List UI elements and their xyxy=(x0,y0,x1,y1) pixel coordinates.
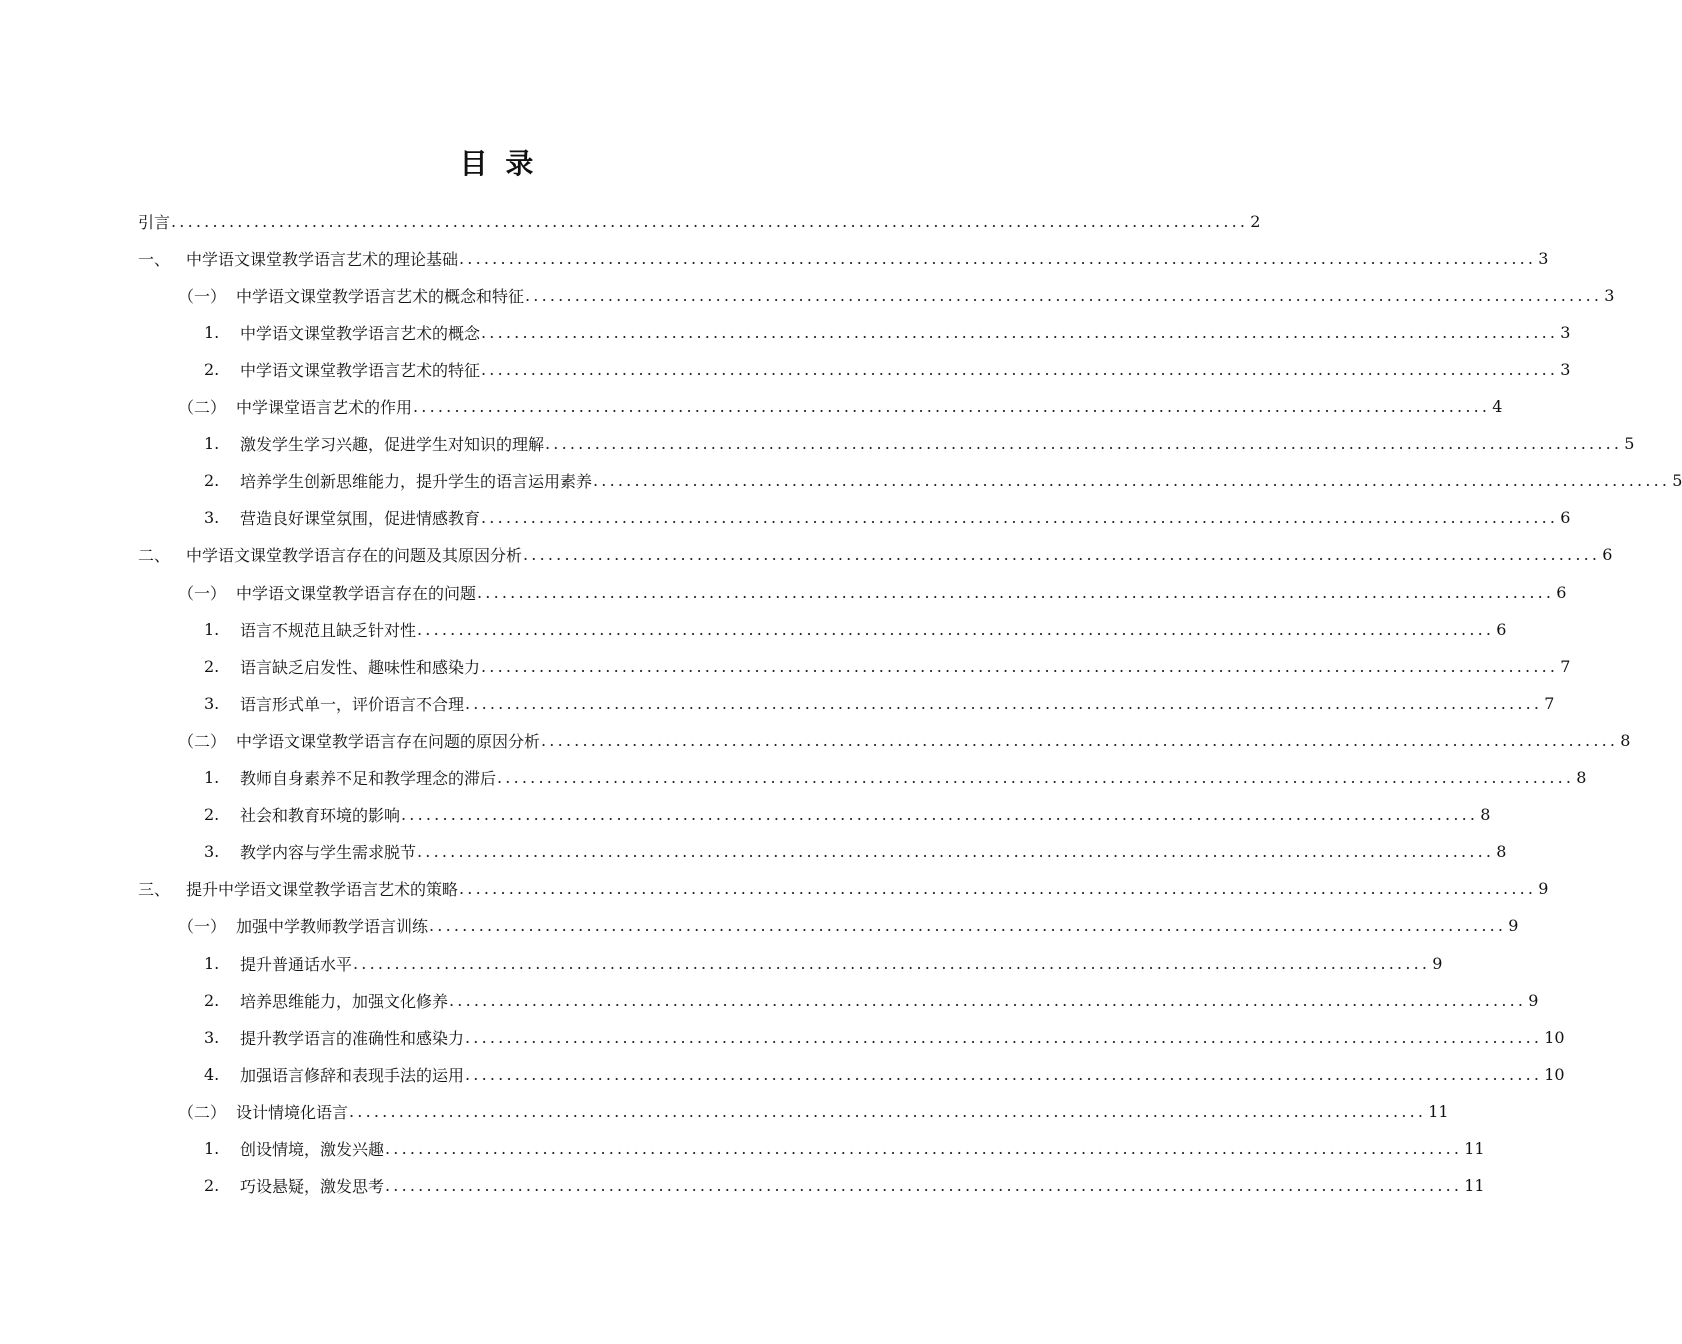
toc-entry-number: 1. xyxy=(204,619,220,639)
toc-entry-number: 3. xyxy=(204,508,220,528)
toc-entry-page-number: 11 xyxy=(1464,1176,1485,1196)
toc-entry-page-number: 6 xyxy=(1602,545,1613,565)
dot-leader: .................................................................................................................................. xyxy=(459,248,1537,268)
toc-entry-title: 中学课堂语言艺术的作用 xyxy=(236,398,413,417)
toc-entry[interactable] xyxy=(178,1096,1449,1126)
toc-entry-title: 创设情境，激发兴趣 xyxy=(240,1140,385,1159)
toc-entry-number: 1. xyxy=(204,434,220,454)
toc-entry-page-number: 9 xyxy=(1432,953,1443,973)
dot-leader: .................................................................................................................................. xyxy=(417,619,1495,639)
toc-entry[interactable] xyxy=(204,688,1555,718)
dot-leader: .................................................................................................................................. xyxy=(349,1101,1427,1121)
toc-title: 目 录 xyxy=(459,147,538,180)
dot-leader: .................................................................................................................................. xyxy=(417,842,1495,862)
dot-leader: .................................................................................................................................. xyxy=(593,471,1671,491)
toc-entry-page-number: 9 xyxy=(1508,916,1519,936)
toc-entry-number: 3. xyxy=(204,842,220,862)
toc-entry-number: 2. xyxy=(204,359,220,379)
dot-leader: .................................................................................................................................. xyxy=(465,1027,1543,1047)
toc-entry-title: 教师自身素养不足和教学理念的滞后 xyxy=(240,769,497,788)
toc-entry-title: 加强中学教师教学语言训练 xyxy=(236,917,429,937)
dot-leader: .................................................................................................................................. xyxy=(429,916,1507,936)
toc-entry[interactable] xyxy=(178,725,1631,755)
toc-entry[interactable] xyxy=(178,392,1503,422)
toc-entry-title: 营造良好课堂氛围，促进情感教育 xyxy=(240,509,481,529)
toc-entry-title: 激发学生学习兴趣，促进学生对知识的理解 xyxy=(240,435,545,455)
toc-entry[interactable] xyxy=(204,1022,1565,1052)
dot-leader: .................................................................................................................................. xyxy=(385,1139,1463,1158)
dot-leader: .................................................................................................................................. xyxy=(541,730,1619,750)
toc-entry-page-number: 6 xyxy=(1556,582,1567,602)
toc-entry-page-number: 8 xyxy=(1496,842,1507,862)
dot-leader: .................................................................................................................................. xyxy=(523,545,1601,565)
toc-entry-page-number: 7 xyxy=(1544,693,1555,713)
toc-entry-page-number: 9 xyxy=(1538,879,1549,899)
toc-entry-page-number: 3 xyxy=(1560,322,1571,342)
toc-entry-page-number: 6 xyxy=(1496,619,1507,639)
toc-entry-number: 二、 xyxy=(138,546,171,566)
toc-entry-title: 引言 xyxy=(138,212,171,232)
toc-entry-title: 设计情境化语言 xyxy=(236,1102,349,1122)
toc-entry-number: （一） xyxy=(178,286,227,306)
toc-entry-number: 1. xyxy=(204,768,220,787)
toc-entry[interactable] xyxy=(204,948,1443,978)
toc-entry-title: 加强语言修辞和表现手法的运用 xyxy=(240,1065,465,1085)
toc-entry-number: （二） xyxy=(178,398,227,417)
toc-entry[interactable] xyxy=(204,837,1507,867)
toc-entry[interactable] xyxy=(138,540,1613,570)
dot-leader: .................................................................................................................................. xyxy=(459,879,1537,899)
dot-leader: .................................................................................................................................. xyxy=(413,397,1491,416)
toc-entry-number: 2. xyxy=(204,656,220,676)
toc-entry-number: 4. xyxy=(204,1064,220,1084)
toc-entry-title: 中学语文课堂教学语言艺术的概念和特征 xyxy=(236,286,525,306)
dot-leader: .................................................................................................................................. xyxy=(465,693,1543,713)
dot-leader: .................................................................................................................................. xyxy=(481,359,1559,379)
toc-entry-page-number: 3 xyxy=(1604,285,1615,305)
dot-leader: .................................................................................................................................. xyxy=(481,508,1559,528)
toc-entry-number: 一、 xyxy=(138,249,171,269)
toc-entry[interactable] xyxy=(138,206,1261,236)
toc-entry-title: 教学内容与学生需求脱节 xyxy=(240,843,417,863)
toc-entry-title: 语言缺乏启发性、趣味性和感染力 xyxy=(240,657,481,677)
toc-entry-page-number: 2 xyxy=(1250,211,1261,231)
toc-entry[interactable] xyxy=(178,577,1567,607)
toc-entry-title: 培养思维能力，加强文化修养 xyxy=(240,991,449,1011)
toc-entry-number: 2. xyxy=(204,990,220,1010)
dot-leader: .................................................................................................................................. xyxy=(449,990,1527,1010)
toc-entry-title: 中学语文课堂教学语言艺术的概念 xyxy=(240,323,481,343)
toc-entry[interactable] xyxy=(138,243,1549,273)
toc-entry[interactable] xyxy=(204,1059,1565,1089)
toc-entry-page-number: 5 xyxy=(1672,471,1682,491)
toc-entry-page-number: 10 xyxy=(1544,1027,1565,1047)
dot-leader: .................................................................................................................................. xyxy=(497,768,1575,787)
toc-entry-page-number: 3 xyxy=(1560,359,1571,379)
toc-entry-number: 三、 xyxy=(138,880,171,900)
toc-entry[interactable] xyxy=(204,1171,1485,1201)
toc-entry-page-number: 8 xyxy=(1620,730,1631,750)
toc-entry-number: （二） xyxy=(178,1102,227,1122)
toc-entry[interactable] xyxy=(138,874,1549,904)
toc-entry-page-number: 11 xyxy=(1464,1139,1485,1158)
dot-leader: .................................................................................................................................. xyxy=(465,1064,1543,1084)
dot-leader: .................................................................................................................................. xyxy=(353,953,1431,973)
toc-entry[interactable] xyxy=(204,800,1491,830)
toc-entry-page-number: 10 xyxy=(1544,1064,1565,1084)
dot-leader: .................................................................................................................................. xyxy=(481,322,1559,342)
toc-entry[interactable] xyxy=(204,1134,1485,1164)
dot-leader: .................................................................................................................................. xyxy=(477,582,1555,602)
toc-entry[interactable] xyxy=(204,354,1571,384)
dot-leader: .................................................................................................................................. xyxy=(385,1176,1463,1196)
toc-entry-title: 提升普通话水平 xyxy=(240,954,353,974)
toc-entry-title: 提升中学语文课堂教学语言艺术的策略 xyxy=(186,880,459,900)
toc-entry-title: 语言形式单一，评价语言不合理 xyxy=(240,694,465,714)
toc-entry[interactable] xyxy=(204,317,1571,347)
toc-entry-title: 中学语文课堂教学语言艺术的理论基础 xyxy=(186,249,459,269)
dot-leader: .................................................................................................................................. xyxy=(481,656,1559,676)
toc-entry-page-number: 7 xyxy=(1560,656,1571,676)
toc-entry-number: 1. xyxy=(204,1139,220,1158)
toc-entry-title: 中学语文课堂教学语言存在问题的原因分析 xyxy=(236,731,541,751)
toc-entry-number: 1. xyxy=(204,953,220,973)
toc-entry[interactable] xyxy=(178,911,1519,941)
toc-entry[interactable] xyxy=(178,280,1615,310)
toc-entry-page-number: 6 xyxy=(1560,508,1571,528)
toc-entry-page-number: 9 xyxy=(1528,990,1539,1010)
dot-leader: .................................................................................................................................. xyxy=(401,805,1479,825)
toc-entry-number: （一） xyxy=(178,917,227,937)
toc-entry[interactable] xyxy=(204,429,1635,459)
toc-entry-title: 中学语文课堂教学语言存在的问题及其原因分析 xyxy=(186,546,523,566)
dot-leader: .................................................................................................................................. xyxy=(171,211,1249,231)
toc-entry-number: （二） xyxy=(178,731,227,751)
toc-entry-title: 语言不规范且缺乏针对性 xyxy=(240,620,417,640)
toc-entry-page-number: 11 xyxy=(1428,1101,1449,1121)
toc-entry-title: 中学语文课堂教学语言艺术的特征 xyxy=(240,360,481,380)
toc-entry[interactable] xyxy=(204,985,1539,1015)
toc-entry-number: 3. xyxy=(204,693,220,713)
toc-entry-title: 提升教学语言的准确性和感染力 xyxy=(240,1028,465,1048)
toc-entry-page-number: 8 xyxy=(1480,805,1491,825)
toc-entry-title: 中学语文课堂教学语言存在的问题 xyxy=(236,583,477,603)
toc-entry-number: 1. xyxy=(204,322,220,342)
toc-entry-number: 2. xyxy=(204,1176,220,1196)
dot-leader: .................................................................................................................................. xyxy=(545,434,1623,454)
toc-entry[interactable] xyxy=(204,651,1571,681)
toc-entry-number: 3. xyxy=(204,1027,220,1047)
toc-entry-title: 巧设悬疑，激发思考 xyxy=(240,1177,385,1197)
toc-entry[interactable] xyxy=(204,503,1571,533)
toc-entry-number: 2. xyxy=(204,471,220,491)
toc-entry-page-number: 4 xyxy=(1492,397,1503,416)
dot-leader: .................................................................................................................................. xyxy=(525,285,1603,305)
toc-entry[interactable] xyxy=(204,614,1507,644)
toc-entry-page-number: 8 xyxy=(1576,768,1587,787)
toc-entry-title: 培养学生创新思维能力，提升学生的语言运用素养 xyxy=(240,472,593,492)
toc-entry[interactable] xyxy=(204,763,1587,793)
toc-entry-number: （一） xyxy=(178,583,227,603)
toc-entry-number: 2. xyxy=(204,805,220,825)
toc-entry[interactable] xyxy=(204,466,1682,496)
toc-entry-page-number: 3 xyxy=(1538,248,1549,268)
toc-entry-page-number: 5 xyxy=(1624,434,1635,454)
toc-entry-title: 社会和教育环境的影响 xyxy=(240,806,401,826)
